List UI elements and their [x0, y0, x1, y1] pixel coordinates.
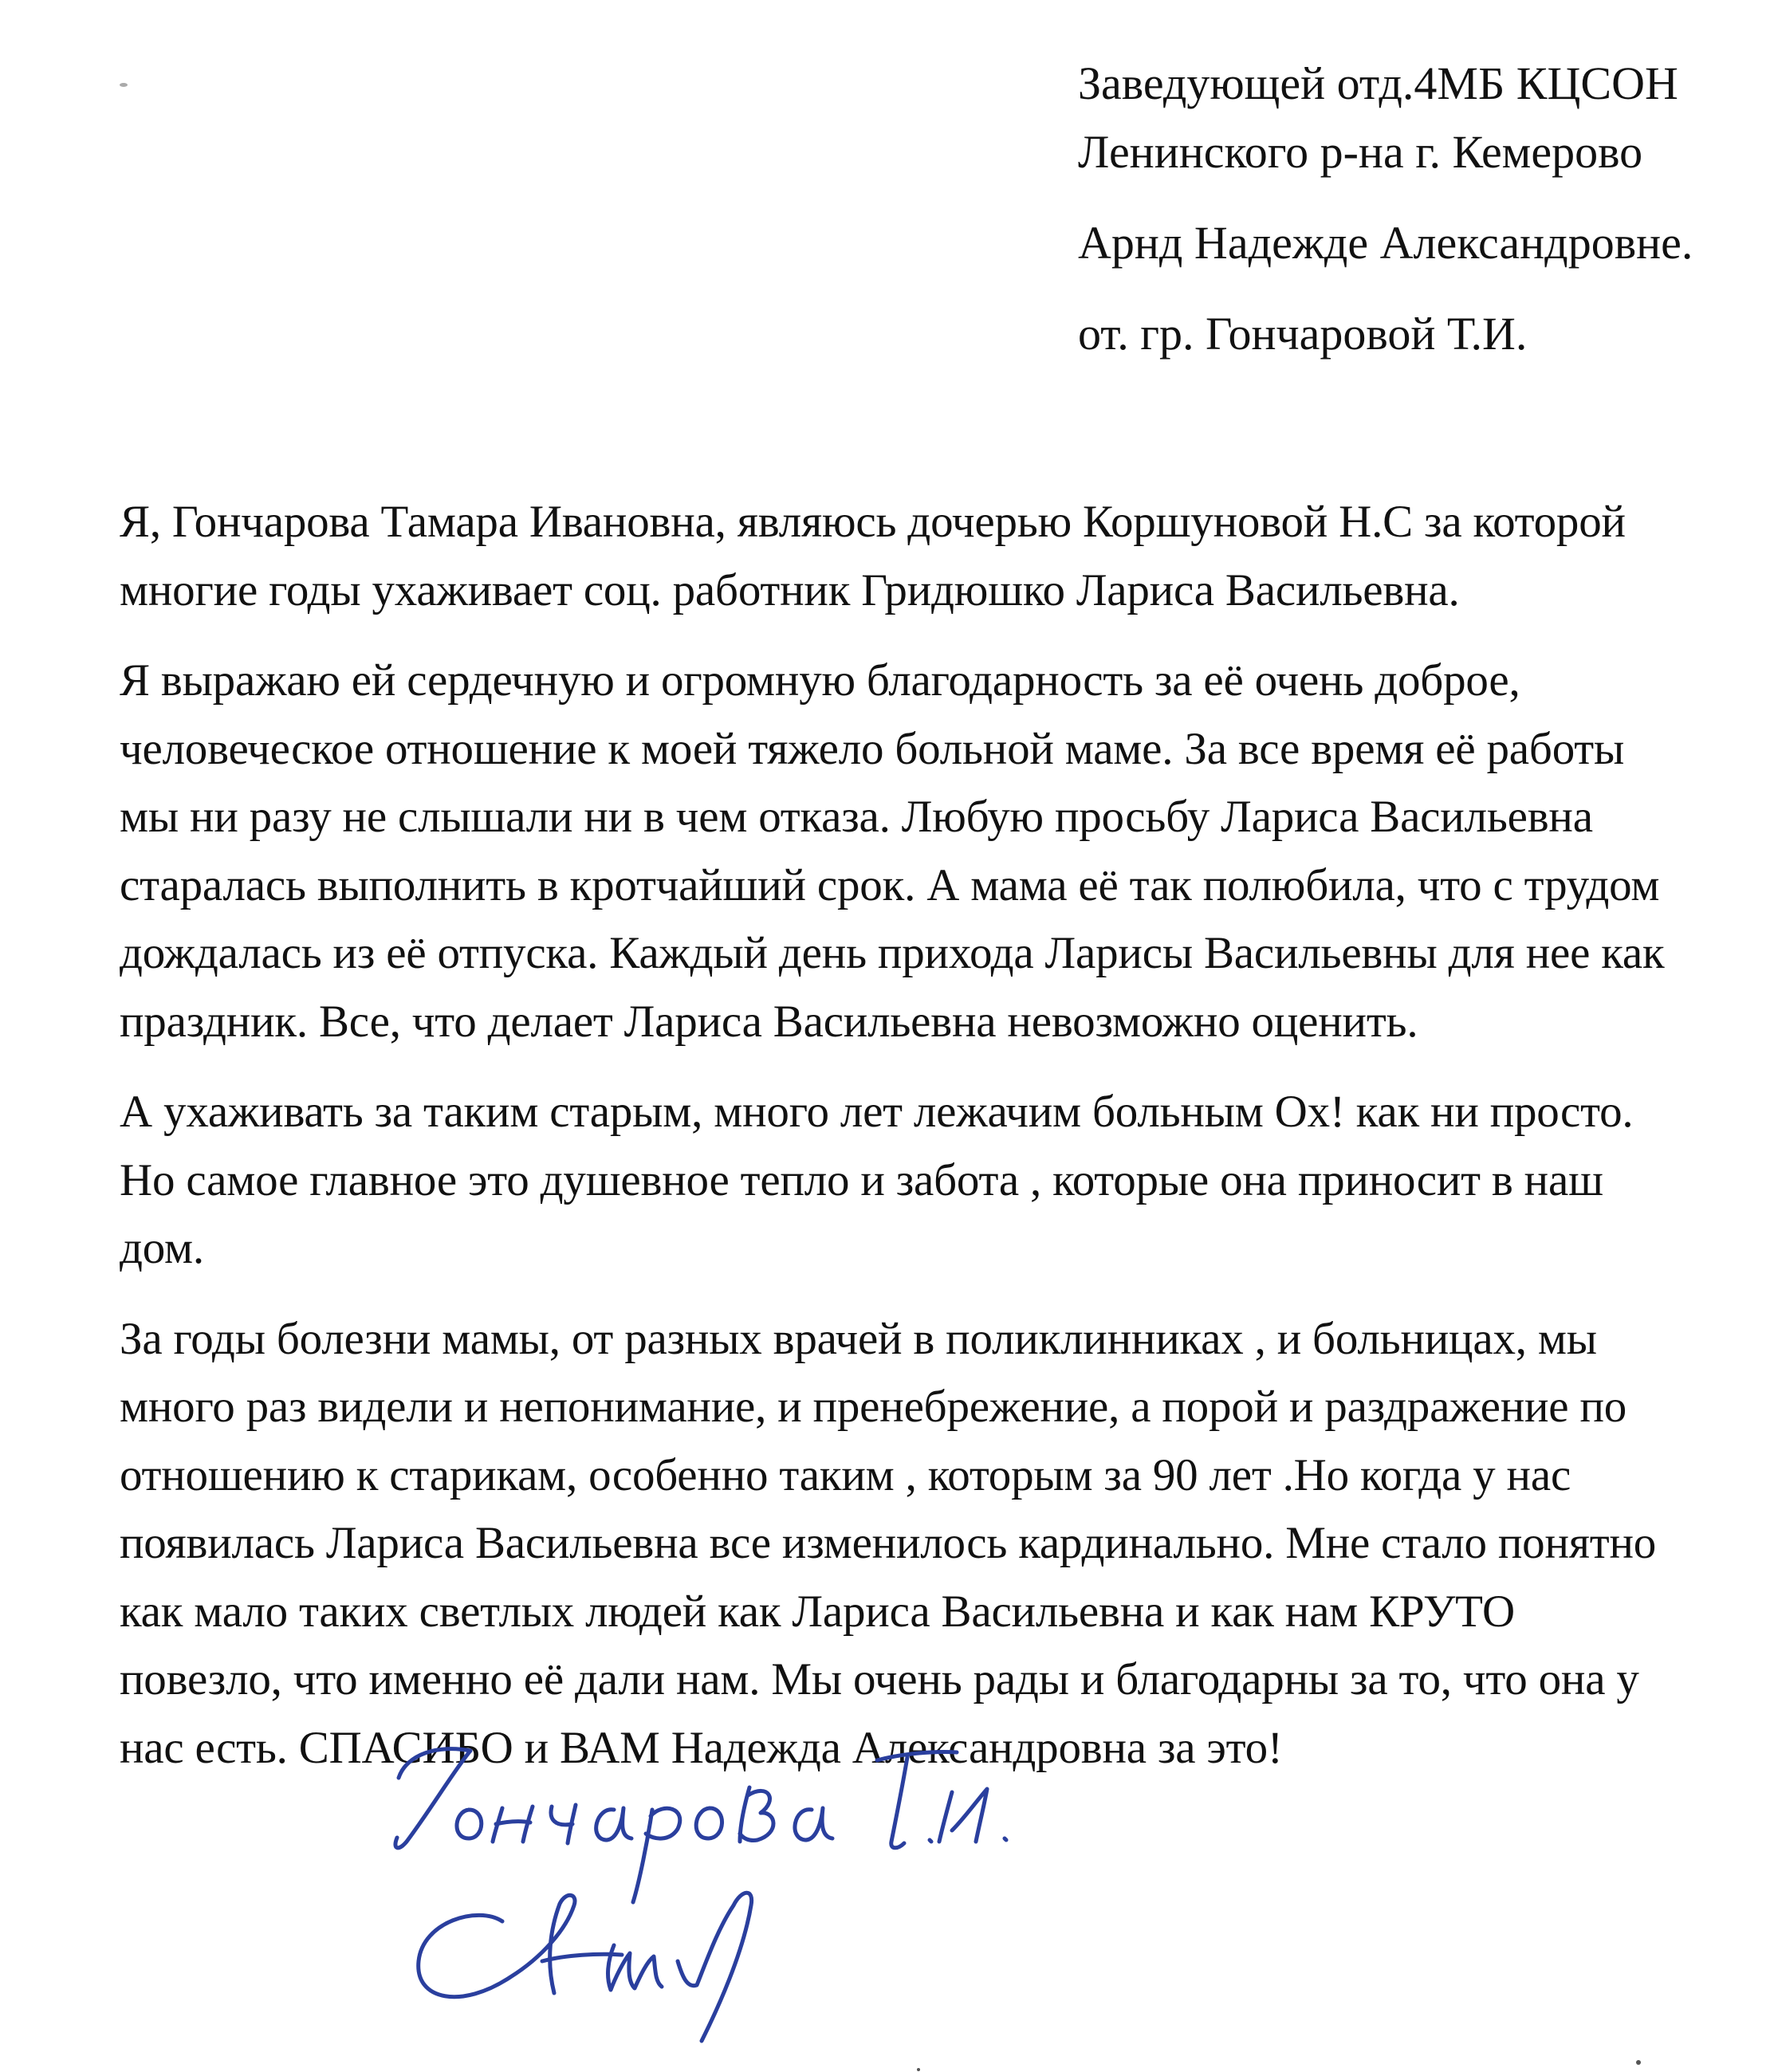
text-line: Я выражаю ей сердечную и огромную благодарность за её очень доброе, — [120, 655, 1520, 706]
text-line: многие годы ухаживает соц. работник Гридюшко Лариса Васильевна. — [120, 564, 1460, 615]
text-line: За годы болезни мамы, от разных врачей в поликлинниках , и больницах, мы — [120, 1313, 1597, 1364]
sender-line: от. гр. Гончаровой Т.И. — [1078, 308, 1528, 360]
paragraph — [120, 1078, 1730, 1283]
scan-speck — [120, 83, 128, 87]
paragraph — [120, 488, 1730, 624]
addressee-name: Арнд Надежде Александровне. — [1078, 217, 1693, 269]
text-line: А ухаживать за таким старым, много лет лежачим больным Ох! как ни просто. — [120, 1087, 1634, 1137]
text-line: старалась выполнить в кротчайший срок. А мама её так полюбила, что с трудом — [120, 859, 1660, 910]
text-line: повезло, что именно её дали нам. Мы очень рады и благодарны за то, что она у — [120, 1654, 1639, 1704]
letter-body — [120, 488, 1730, 1804]
text-line: нас есть. СПАСИБО и ВАМ Надежда Александровна за это! — [120, 1722, 1283, 1773]
text-line: как мало таких светлых людей как Лариса Васильевна и как нам КРУТО — [120, 1586, 1515, 1637]
text-line: дом. — [120, 1223, 204, 1273]
text-line: появилась Лариса Васильевна все изменилось кардинально. Мне стало понятно — [120, 1518, 1657, 1568]
scan-speck — [917, 2068, 920, 2071]
text-line: Я, Гончарова Тамара Ивановна, являюсь дочерью Коршуновой Н.С за которой — [120, 497, 1626, 547]
addressee-line: Заведующей отд.4МБ КЦСОН — [1078, 57, 1678, 109]
text-line: много раз видели и непонимание, и пренебрежение, а порой и раздражение по — [120, 1382, 1627, 1432]
paragraph — [120, 647, 1730, 1056]
addressee-block — [1078, 49, 1748, 368]
handwritten-signature — [375, 1722, 1029, 2049]
paragraph — [120, 1305, 1730, 1783]
text-line: дождалась из её отпуска. Каждый день прихода Ларисы Васильевны для нее как — [120, 928, 1665, 978]
text-line: праздник. Все, что делает Лариса Васильевна невозможно оценить. — [120, 996, 1418, 1047]
text-line: мы ни разу не слышали ни в чем отказа. Любую просьбу Лариса Васильевна — [120, 792, 1593, 842]
text-line: отношению к старикам, особенно таким , которым за 90 лет .Но когда у нас — [120, 1449, 1571, 1500]
text-line: человеческое отношение к моей тяжело больной маме. За все время её работы — [120, 723, 1625, 774]
text-line: Но самое главное это душевное тепло и забота , которые она приносит в наш — [120, 1154, 1603, 1205]
addressee-line: Ленинского р-на г. Кемерово — [1078, 126, 1643, 178]
scan-speck — [1636, 2060, 1641, 2065]
